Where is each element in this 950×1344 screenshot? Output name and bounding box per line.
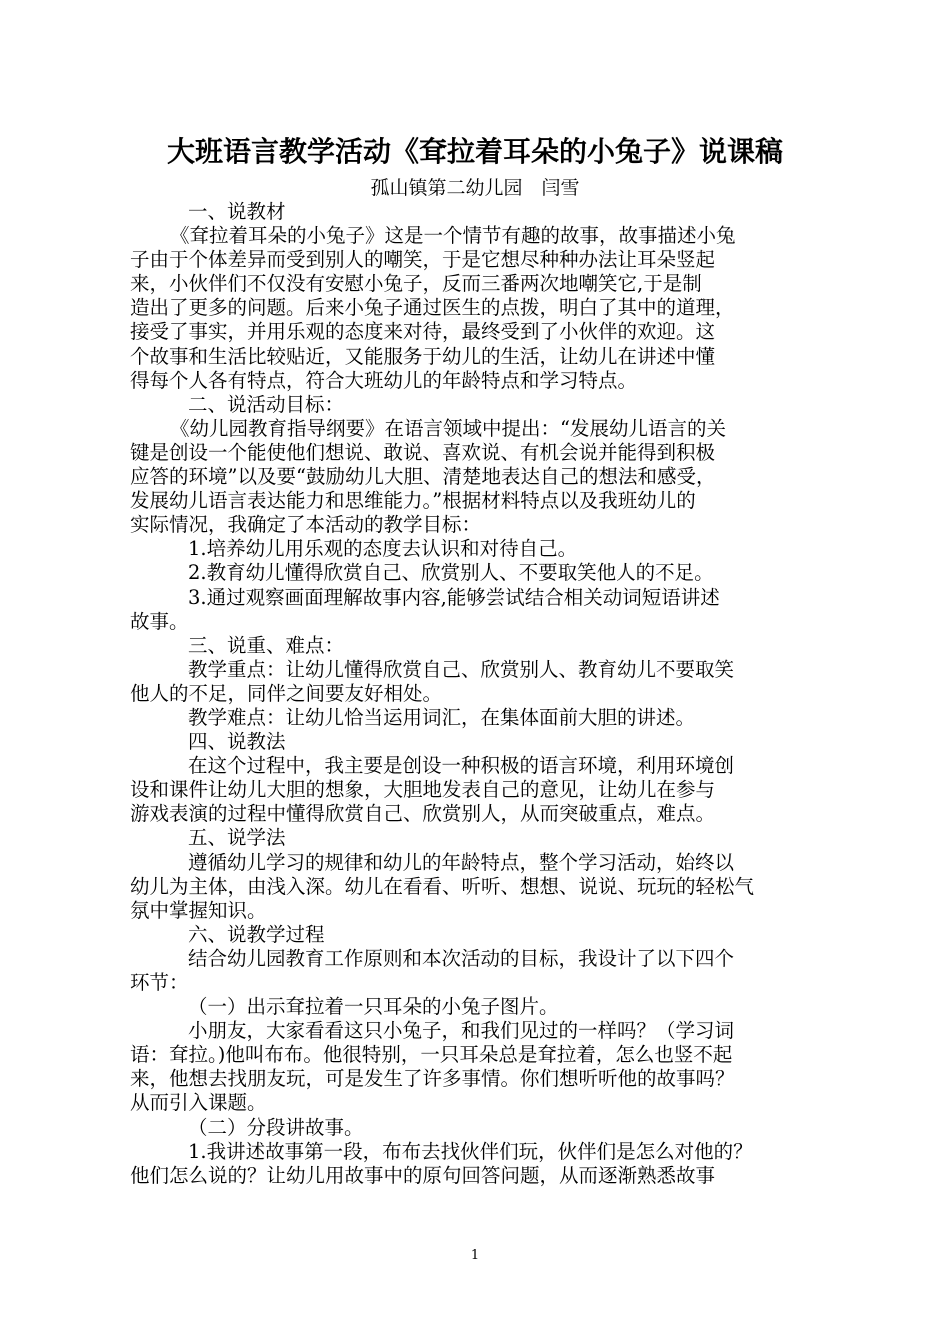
- text-line: 来，他想去找朋友玩，可是发生了许多事情。你们想听听他的故事吗？: [130, 1067, 735, 1091]
- text-line: 1.培养幼儿用乐观的态度去认识和对待自己。: [188, 537, 578, 561]
- text-line: 五、说学法: [188, 826, 286, 850]
- text-line: 得每个人各有特点，符合大班幼儿的年龄特点和学习特点。: [130, 368, 638, 392]
- text-line: 三、说重、难点：: [188, 633, 345, 657]
- text-line: 设和课件让幼儿大胆的想象，大胆地发表自己的意见，让幼儿在参与: [130, 778, 716, 802]
- text-line: 四、说教法: [188, 730, 286, 754]
- text-line: 环节：: [130, 971, 189, 994]
- text-line: （二）分段讲故事。: [188, 1115, 364, 1139]
- text-line: 《幼儿园教育指导纲要》在语言领域中提出：“发展幼儿语言的关: [170, 416, 726, 440]
- text-line: 键是创设一个能使他们想说、敢说、喜欢说、有机会说并能得到积极: [130, 440, 716, 464]
- text-line: 子由于个体差异而受到别人的嘲笑，于是它想尽种种办法让耳朵竖起: [130, 248, 716, 272]
- text-line: 来，小伙伴们不仅没有安慰小兔子，反而三番两次地嘲笑它,于是制: [130, 272, 702, 296]
- text-line: 发展幼儿语言表达能力和思维能力。”根据材料特点以及我班幼儿的: [130, 489, 696, 513]
- text-line: 接受了事实，并用乐观的态度来对待，最终受到了小伙伴的欢迎。这: [130, 320, 716, 344]
- text-line: 从而引入课题。: [130, 1091, 267, 1115]
- text-line: 语：耷拉。)他叫布布。他很特别，一只耳朵总是耷拉着，怎么也竖不起: [130, 1043, 733, 1067]
- text-line: 他人的不足，同伴之间要友好相处。: [130, 681, 443, 705]
- text-line: 小朋友，大家看看这只小兔子，和我们见过的一样吗？（学习词: [188, 1019, 735, 1043]
- text-line: 一、说教材: [188, 200, 286, 223]
- page-number: 1: [470, 1248, 480, 1263]
- text-line: 实际情况，我确定了本活动的教学目标：: [130, 513, 482, 537]
- text-line: 二、说活动目标：: [188, 392, 345, 416]
- text-line: 教学重点：让幼儿懂得欣赏自己、欣赏别人、教育幼儿不要取笑: [188, 657, 735, 681]
- text-line: 3.通过观察画面理解故事内容,能够尝试结合相关动词短语讲述: [188, 585, 720, 609]
- text-line: 应答的环境”以及要“鼓励幼儿大胆、清楚地表达自己的想法和感受，: [130, 465, 716, 489]
- text-line: 教学难点：让幼儿恰当运用词汇，在集体面前大胆的讲述。: [188, 705, 696, 729]
- text-line: 遵循幼儿学习的规律和幼儿的年龄特点，整个学习活动，始终以: [188, 850, 735, 874]
- text-line: 造出了更多的问题。后来小兔子通过医生的点拨，明白了其中的道理，: [130, 296, 735, 320]
- document-title: 大班语言教学活动《耷拉着耳朵的小兔子》说课稿: [166, 135, 783, 168]
- text-line: 个故事和生活比较贴近，又能服务于幼儿的生活，让幼儿在讲述中懂: [130, 344, 716, 368]
- document-body: [130, 200, 830, 1188]
- text-line: 结合幼儿园教育工作原则和本次活动的目标，我设计了以下四个: [188, 946, 735, 970]
- text-line: 六、说教学过程: [188, 922, 325, 946]
- text-line: 2.教育幼儿懂得欣赏自己、欣赏别人、不要取笑他人的不足。: [188, 561, 714, 585]
- text-line: 故事。: [130, 609, 189, 633]
- text-line: 《耷拉着耳朵的小兔子》这是一个情节有趣的故事，故事描述小兔: [170, 224, 736, 248]
- text-line: （一）出示耷拉着一只耳朵的小兔子图片。: [188, 995, 559, 1019]
- text-line: 氛中掌握知识。: [130, 898, 267, 922]
- text-line: 游戏表演的过程中懂得欣赏自己、欣赏别人，从而突破重点，难点。: [130, 802, 716, 826]
- text-line: 幼儿为主体，由浅入深。幼儿在看看、听听、想想、说说、玩玩的轻松气: [130, 874, 755, 898]
- text-line: 1.我讲述故事第一段，布布去找伙伴们玩，伙伴们是怎么对他的？: [188, 1139, 753, 1163]
- text-line: 他们怎么说的？让幼儿用故事中的原句回答问题，从而逐渐熟悉故事: [130, 1163, 716, 1187]
- document-author: 孤山镇第二幼儿园 闫雪: [370, 177, 580, 199]
- text-line: 在这个过程中，我主要是创设一种积极的语言环境，利用环境创: [188, 754, 735, 778]
